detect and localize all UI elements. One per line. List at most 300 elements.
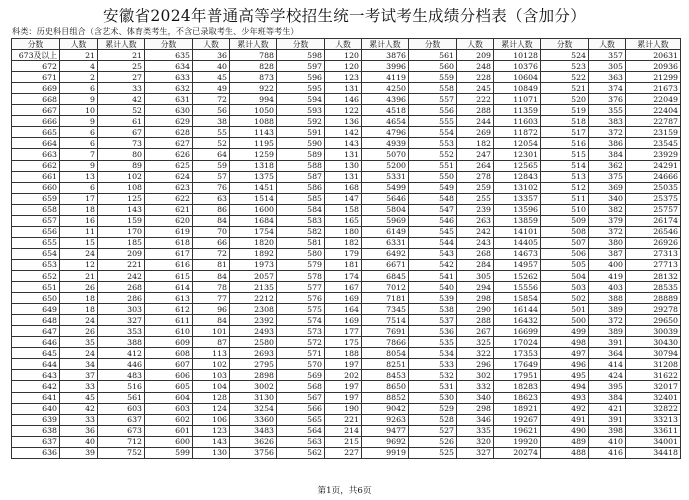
table-row <box>12 315 681 326</box>
table-cell: 1754 <box>230 226 277 237</box>
table-cell: 647 <box>12 326 60 337</box>
table-row <box>12 259 681 270</box>
table-cell: 569 <box>277 370 325 381</box>
table-cell: 17649 <box>494 359 541 370</box>
table-cell: 632 <box>145 83 193 94</box>
table-cell: 32822 <box>626 403 681 414</box>
table-cell: 143 <box>98 204 145 215</box>
table-cell: 828 <box>230 61 277 72</box>
table-cell: 57 <box>193 171 230 182</box>
table-cell: 14101 <box>494 226 541 237</box>
table-cell: 268 <box>98 282 145 293</box>
table-cell: 103 <box>193 370 230 381</box>
table-cell: 521 <box>541 83 589 94</box>
table-cell: 3483 <box>230 425 277 436</box>
table-cell: 565 <box>277 414 325 425</box>
table-cell: 30039 <box>626 326 681 337</box>
table-cell: 14957 <box>494 259 541 270</box>
table-cell: 603 <box>145 403 193 414</box>
table-cell: 21 <box>60 270 98 281</box>
table-cell: 24 <box>60 248 98 259</box>
table-cell: 332 <box>457 381 494 392</box>
table-cell: 61 <box>98 116 145 127</box>
table-cell: 25375 <box>626 193 681 204</box>
table-row <box>12 215 681 226</box>
table-cell: 10604 <box>494 72 541 83</box>
table-cell: 20274 <box>494 447 541 458</box>
table-cell: 26 <box>60 282 98 293</box>
table-cell: 123 <box>193 425 230 436</box>
table-cell: 625 <box>145 160 193 171</box>
table-cell: 421 <box>589 403 626 414</box>
table-cell: 538 <box>409 304 457 315</box>
table-cell: 640 <box>12 403 60 414</box>
table-cell: 239 <box>457 204 494 215</box>
table-cell: 2057 <box>230 270 277 281</box>
table-cell: 537 <box>409 315 457 326</box>
table-cell: 294 <box>457 282 494 293</box>
table-cell: 131 <box>325 171 362 182</box>
table-cell: 388 <box>98 337 145 348</box>
table-cell: 96 <box>193 304 230 315</box>
table-cell: 2795 <box>230 359 277 370</box>
table-cell: 619 <box>145 226 193 237</box>
table-cell: 215 <box>325 436 362 447</box>
table-cell: 602 <box>145 414 193 425</box>
table-cell: 353 <box>98 326 145 337</box>
table-cell: 2493 <box>230 326 277 337</box>
table-cell: 19920 <box>494 436 541 447</box>
table-cell: 13102 <box>494 182 541 193</box>
table-cell: 67 <box>98 127 145 138</box>
table-cell: 305 <box>589 61 626 72</box>
table-cell: 546 <box>409 215 457 226</box>
table-cell: 549 <box>409 182 457 193</box>
table-cell: 31208 <box>626 359 681 370</box>
table-cell: 362 <box>589 160 626 171</box>
table-cell: 16144 <box>494 304 541 315</box>
table-cell: 6845 <box>362 270 409 281</box>
table-cell: 1451 <box>230 182 277 193</box>
table-row <box>12 72 681 83</box>
table-cell: 571 <box>277 348 325 359</box>
table-cell: 566 <box>277 403 325 414</box>
table-cell: 541 <box>409 270 457 281</box>
table-cell: 18623 <box>494 392 541 403</box>
table-cell: 518 <box>541 116 589 127</box>
table-cell: 130 <box>325 160 362 171</box>
table-cell: 9263 <box>362 414 409 425</box>
table-cell: 87 <box>193 337 230 348</box>
table-cell: 581 <box>277 237 325 248</box>
table-cell: 649 <box>12 304 60 315</box>
table-cell: 209 <box>98 248 145 259</box>
table-cell: 606 <box>145 370 193 381</box>
table-cell: 346 <box>457 414 494 425</box>
table-cell: 605 <box>145 381 193 392</box>
table-cell: 325 <box>457 337 494 348</box>
table-cell: 28132 <box>626 270 681 281</box>
table-cell: 22404 <box>626 105 681 116</box>
table-cell: 165 <box>325 215 362 226</box>
table-cell: 517 <box>541 127 589 138</box>
table-cell: 526 <box>409 436 457 447</box>
table-cell: 86 <box>193 204 230 215</box>
table-cell: 8453 <box>362 370 409 381</box>
table-cell: 7181 <box>362 293 409 304</box>
table-cell: 221 <box>98 259 145 270</box>
table-cell: 642 <box>12 381 60 392</box>
table-cell: 102 <box>193 359 230 370</box>
table-cell: 1514 <box>230 193 277 204</box>
table-cell: 579 <box>277 259 325 270</box>
table-cell: 17024 <box>494 337 541 348</box>
table-cell: 577 <box>277 282 325 293</box>
table-cell: 12 <box>60 259 98 270</box>
table-cell: 663 <box>12 149 60 160</box>
table-cell: 78 <box>193 282 230 293</box>
table-cell: 298 <box>457 403 494 414</box>
table-row <box>12 403 681 414</box>
table-cell: 7866 <box>362 337 409 348</box>
table-cell: 197 <box>325 392 362 403</box>
table-cell: 668 <box>12 94 60 105</box>
table-cell: 557 <box>409 94 457 105</box>
table-cell: 627 <box>145 138 193 149</box>
table-cell: 575 <box>277 304 325 315</box>
table-cell: 131 <box>325 83 362 94</box>
table-cell: 169 <box>325 293 362 304</box>
table-cell: 101 <box>193 326 230 337</box>
table-cell: 667 <box>12 105 60 116</box>
table-cell: 5804 <box>362 204 409 215</box>
table-cell: 545 <box>409 226 457 237</box>
table-cell: 644 <box>12 359 60 370</box>
table-cell: 33213 <box>626 414 681 425</box>
table-cell: 419 <box>589 270 626 281</box>
table-cell: 616 <box>145 259 193 270</box>
table-cell: 1318 <box>230 160 277 171</box>
table-cell: 416 <box>589 447 626 458</box>
table-row <box>12 359 681 370</box>
table-cell: 516 <box>541 138 589 149</box>
table-cell: 2693 <box>230 348 277 359</box>
table-cell: 63 <box>193 193 230 204</box>
table-cell: 113 <box>193 348 230 359</box>
table-cell: 52 <box>193 138 230 149</box>
table-cell: 242 <box>98 270 145 281</box>
table-cell: 6492 <box>362 248 409 259</box>
table-row <box>12 138 681 149</box>
table-cell: 255 <box>457 193 494 204</box>
table-cell: 40 <box>60 436 98 447</box>
table-cell: 372 <box>589 226 626 237</box>
table-cell: 515 <box>541 149 589 160</box>
table-cell: 24666 <box>626 171 681 182</box>
table-cell: 2135 <box>230 282 277 293</box>
table-cell: 168 <box>325 182 362 193</box>
table-cell: 12054 <box>494 138 541 149</box>
table-cell: 9 <box>60 94 98 105</box>
table-row <box>12 160 681 171</box>
table-cell: 209 <box>457 50 494 61</box>
table-cell: 364 <box>589 348 626 359</box>
table-cell: 4119 <box>362 72 409 83</box>
table-cell: 18 <box>60 293 98 304</box>
table-cell: 45 <box>60 392 98 403</box>
table-cell: 589 <box>277 149 325 160</box>
table-cell: 608 <box>145 348 193 359</box>
table-cell: 159 <box>98 215 145 226</box>
table-cell: 601 <box>145 425 193 436</box>
table-cell: 507 <box>541 237 589 248</box>
table-cell: 386 <box>589 138 626 149</box>
table-cell: 33 <box>60 414 98 425</box>
table-cell: 1892 <box>230 248 277 259</box>
table-cell: 7691 <box>362 326 409 337</box>
table-cell: 639 <box>12 414 60 425</box>
table-cell: 24 <box>60 315 98 326</box>
table-cell: 653 <box>12 259 60 270</box>
table-cell: 570 <box>277 359 325 370</box>
table-cell: 559 <box>409 72 457 83</box>
table-cell: 7012 <box>362 282 409 293</box>
column-header: 分数 <box>277 39 325 50</box>
table-cell: 9692 <box>362 436 409 447</box>
table-cell: 628 <box>145 127 193 138</box>
table-cell: 28889 <box>626 293 681 304</box>
table-cell: 6149 <box>362 226 409 237</box>
table-cell: 380 <box>589 237 626 248</box>
table-cell: 389 <box>589 326 626 337</box>
table-cell: 5070 <box>362 149 409 160</box>
table-cell: 108 <box>98 182 145 193</box>
table-cell: 3254 <box>230 403 277 414</box>
table-cell: 182 <box>457 138 494 149</box>
table-cell: 175 <box>325 337 362 348</box>
table-cell: 222 <box>457 94 494 105</box>
table-cell: 320 <box>457 436 494 447</box>
table-cell: 27713 <box>626 259 681 270</box>
table-cell: 158 <box>325 204 362 215</box>
table-cell: 16432 <box>494 315 541 326</box>
table-cell: 641 <box>12 392 60 403</box>
table-cell: 14405 <box>494 237 541 248</box>
table-cell: 15 <box>60 237 98 248</box>
table-cell: 585 <box>277 193 325 204</box>
table-cell: 669 <box>12 83 60 94</box>
table-cell: 33611 <box>626 425 681 436</box>
table-cell: 26174 <box>626 215 681 226</box>
table-cell: 8251 <box>362 359 409 370</box>
table-cell: 414 <box>589 359 626 370</box>
table-cell: 180 <box>325 226 362 237</box>
table-cell: 190 <box>325 403 362 414</box>
table-cell: 788 <box>230 50 277 61</box>
table-cell: 622 <box>145 193 193 204</box>
table-cell: 169 <box>325 315 362 326</box>
table-cell: 561 <box>409 50 457 61</box>
table-cell: 1143 <box>230 127 277 138</box>
table-cell: 591 <box>277 127 325 138</box>
table-cell: 76 <box>193 182 230 193</box>
column-header: 分数 <box>145 39 193 50</box>
table-cell: 23929 <box>626 149 681 160</box>
table-cell: 1684 <box>230 215 277 226</box>
table-cell: 17 <box>60 193 98 204</box>
table-cell: 269 <box>457 127 494 138</box>
table-cell: 12301 <box>494 149 541 160</box>
table-cell: 661 <box>12 171 60 182</box>
table-row <box>12 447 681 458</box>
table-cell: 9042 <box>362 403 409 414</box>
table-cell: 72 <box>193 94 230 105</box>
table-cell: 615 <box>145 270 193 281</box>
table-cell: 633 <box>145 72 193 83</box>
table-body <box>12 50 681 459</box>
table-cell: 556 <box>409 105 457 116</box>
table-cell: 268 <box>457 248 494 259</box>
table-cell: 102 <box>98 171 145 182</box>
table-cell: 540 <box>409 282 457 293</box>
table-cell: 177 <box>325 326 362 337</box>
table-cell: 197 <box>325 359 362 370</box>
table-cell: 142 <box>325 127 362 138</box>
table-cell: 146 <box>325 94 362 105</box>
table-cell: 512 <box>541 182 589 193</box>
table-cell: 379 <box>589 215 626 226</box>
table-cell: 3996 <box>362 61 409 72</box>
table-cell: 80 <box>98 149 145 160</box>
table-cell: 17951 <box>494 370 541 381</box>
table-cell: 22787 <box>626 116 681 127</box>
table-cell: 298 <box>457 293 494 304</box>
table-cell: 4796 <box>362 127 409 138</box>
table-cell: 620 <box>145 215 193 226</box>
table-cell: 84 <box>193 215 230 226</box>
table-cell: 286 <box>98 293 145 304</box>
table-row <box>12 204 681 215</box>
table-cell: 636 <box>12 447 60 458</box>
table-cell: 660 <box>12 182 60 193</box>
table-cell: 15556 <box>494 282 541 293</box>
table-cell: 398 <box>589 425 626 436</box>
table-cell: 650 <box>12 293 60 304</box>
table-cell: 9477 <box>362 425 409 436</box>
table-cell: 26926 <box>626 237 681 248</box>
table-cell: 340 <box>457 392 494 403</box>
table-cell: 564 <box>277 425 325 436</box>
table-cell: 335 <box>457 425 494 436</box>
table-cell: 18 <box>60 204 98 215</box>
column-header: 累计人数 <box>626 39 681 50</box>
table-cell: 611 <box>145 315 193 326</box>
table-cell: 70 <box>193 226 230 237</box>
page-title: 安徽省2024年普通高等学校招生统一考试考生成绩分档表（含加分） <box>102 7 587 25</box>
table-cell: 214 <box>325 425 362 436</box>
table-cell: 553 <box>409 138 457 149</box>
table-cell: 551 <box>409 160 457 171</box>
table-row <box>12 94 681 105</box>
table-cell: 35 <box>60 337 98 348</box>
table-cell: 2 <box>60 72 98 83</box>
table-row <box>12 83 681 94</box>
table-row <box>12 171 681 182</box>
table-cell: 503 <box>541 282 589 293</box>
table-cell: 588 <box>277 160 325 171</box>
table-cell: 626 <box>145 149 193 160</box>
table-cell: 19267 <box>494 414 541 425</box>
table-cell: 6331 <box>362 237 409 248</box>
table-cell: 375 <box>589 171 626 182</box>
table-cell: 529 <box>409 403 457 414</box>
table-cell: 563 <box>277 436 325 447</box>
table-cell: 52 <box>98 105 145 116</box>
table-cell: 81 <box>193 259 230 270</box>
subject-line: 科类：历史科目组合（含艺术、体育类考生，不含已录取考生、少年班等考生） <box>12 26 299 36</box>
table-cell: 560 <box>409 61 457 72</box>
table-cell: 395 <box>589 381 626 392</box>
table-cell: 1820 <box>230 237 277 248</box>
table-cell: 2898 <box>230 370 277 381</box>
table-cell: 654 <box>12 248 60 259</box>
table-cell: 45 <box>193 72 230 83</box>
table-cell: 656 <box>12 226 60 237</box>
table-cell: 221 <box>325 414 362 425</box>
table-cell: 3756 <box>230 447 277 458</box>
table-cell: 643 <box>12 370 60 381</box>
table-cell: 531 <box>409 381 457 392</box>
table-cell: 9 <box>60 160 98 171</box>
table-cell: 20936 <box>626 61 681 72</box>
table-cell: 658 <box>12 204 60 215</box>
table-cell: 19621 <box>494 425 541 436</box>
table-cell: 42 <box>60 403 98 414</box>
table-cell: 302 <box>457 370 494 381</box>
table-cell: 1600 <box>230 204 277 215</box>
table-cell: 552 <box>409 149 457 160</box>
table-cell: 534 <box>409 348 457 359</box>
table-cell: 412 <box>98 348 145 359</box>
table-cell: 561 <box>98 392 145 403</box>
table-cell: 305 <box>457 270 494 281</box>
table-cell: 170 <box>98 226 145 237</box>
table-cell: 590 <box>277 138 325 149</box>
table-cell: 555 <box>409 116 457 127</box>
table-cell: 34001 <box>626 436 681 447</box>
table-cell: 21 <box>60 50 98 61</box>
table-cell: 372 <box>589 127 626 138</box>
table-cell: 543 <box>409 248 457 259</box>
table-cell: 509 <box>541 215 589 226</box>
table-cell: 1088 <box>230 116 277 127</box>
table-cell: 32017 <box>626 381 681 392</box>
table-row <box>12 149 681 160</box>
table-cell: 18921 <box>494 403 541 414</box>
table-cell: 510 <box>541 204 589 215</box>
table-cell: 400 <box>589 259 626 270</box>
table-row <box>12 182 681 193</box>
table-cell: 185 <box>98 237 145 248</box>
table-cell: 77 <box>193 293 230 304</box>
table-cell: 11359 <box>494 105 541 116</box>
table-cell: 264 <box>457 160 494 171</box>
table-cell: 6 <box>60 182 98 193</box>
table-cell: 505 <box>541 259 589 270</box>
table-cell: 125 <box>98 193 145 204</box>
table-cell: 34 <box>60 359 98 370</box>
table-cell: 5200 <box>362 160 409 171</box>
